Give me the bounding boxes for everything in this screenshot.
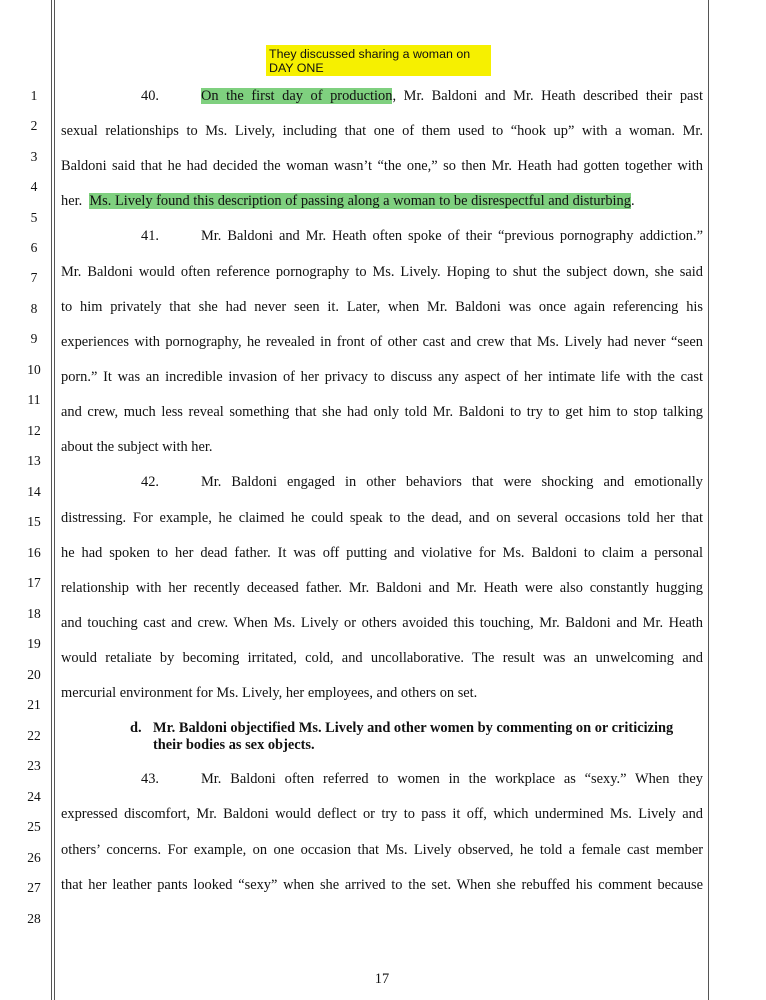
paragraph-43-line-4: that her leather pants looked “sexy” when she arrived to the set. When she rebuffed his comment because xyxy=(61,877,703,893)
text-run: Mr. Baldoni often referred to women in the workplace as “sexy.” When they xyxy=(201,771,703,787)
line-number: 10 xyxy=(27,362,41,377)
line-number: 1 xyxy=(30,88,38,103)
line-number: 13 xyxy=(27,453,41,468)
line-number: 4 xyxy=(30,179,38,194)
paragraph-40-line-4 xyxy=(61,191,703,211)
text-run: Mr. Baldoni and Mr. Heath often spoke of their “previous pornography addiction.” xyxy=(201,228,703,244)
paragraph-41-line-1 xyxy=(61,226,703,246)
paragraph-43-line-2: expressed discomfort, Mr. Baldoni would deflect or try to pass it off, which undermined Ms. Lively and xyxy=(61,806,703,822)
line-number: 5 xyxy=(30,210,38,225)
line-number: 7 xyxy=(30,270,38,285)
margin-rule-left-inner xyxy=(54,0,55,1000)
line-number: 17 xyxy=(27,575,41,590)
paragraph-number: 41. xyxy=(141,228,159,244)
paragraph-43-line-1 xyxy=(61,769,703,789)
paragraph-number: 40. xyxy=(141,88,159,104)
paragraph-number: 42. xyxy=(141,474,159,490)
annotation-line: They discussed sharing a woman on xyxy=(269,47,471,61)
annotation-note xyxy=(266,45,491,76)
line-number: 16 xyxy=(27,545,41,560)
line-number: 6 xyxy=(30,240,38,255)
line-number: 11 xyxy=(27,392,41,407)
line-number: 24 xyxy=(27,789,41,804)
paragraph-40-line-3: Baldoni said that he had decided the woman wasn’t “the one,” so then Mr. Heath had gotten together with xyxy=(61,158,703,174)
margin-rule-right xyxy=(708,0,709,1000)
paragraph-41-line-5: porn.” It was an incredible invasion of her privacy to discuss any aspect of her intimate life with the cast xyxy=(61,369,703,385)
line-number: 26 xyxy=(27,850,41,865)
line-number: 28 xyxy=(27,911,41,926)
text-run: her. xyxy=(61,193,90,209)
line-number: 14 xyxy=(27,484,41,499)
page-number: 17 xyxy=(374,971,390,987)
line-number: 19 xyxy=(27,636,41,651)
paragraph-42-line-4: relationship with her recently deceased father. Mr. Baldoni and Mr. Heath were also constantly hugging xyxy=(61,580,703,596)
line-number: 12 xyxy=(27,423,41,438)
paragraph-40-line-1 xyxy=(61,86,703,106)
line-number: 2 xyxy=(30,118,38,133)
paragraph-43-line-3: others’ concerns. For example, on one occasion that Ms. Lively observed, he told a female cast member xyxy=(61,842,703,858)
paragraph-40-line-2: sexual relationships to Ms. Lively, including that one of them used to “hook up” with a woman. Mr. xyxy=(61,123,703,139)
paragraph-42-line-5: and touching cast and crew. When Ms. Lively or others avoided this touching, Mr. Baldoni and Mr. Heath xyxy=(61,615,703,631)
paragraph-41-line-6: and crew, much less reveal something that she had only told Mr. Baldoni to try to get him to stop talking xyxy=(61,404,703,420)
heading-text: Mr. Baldoni objectified Ms. Lively and other women by commenting on or criticizing their bodies as sex objects. xyxy=(153,720,674,753)
paragraph-42-line-1 xyxy=(61,472,703,492)
highlighted-text: Ms. Lively found this description of passing along a woman to be disrespectful and disturbing xyxy=(89,193,631,209)
highlighted-text: On the first day of production xyxy=(201,88,393,104)
section-heading-d xyxy=(130,720,704,754)
line-number: 18 xyxy=(27,606,41,621)
annotation-line: DAY ONE xyxy=(269,61,324,75)
paragraph-42-line-6: would retaliate by becoming irritated, cold, and uncollaborative. The result was an unwelcoming and xyxy=(61,650,703,666)
line-number: 21 xyxy=(27,697,41,712)
paragraph-42-line-3: he had spoken to her dead father. It was off putting and violative for Ms. Baldoni to claim a personal xyxy=(61,545,703,561)
text-run: Mr. Baldoni engaged in other behaviors that were shocking and emotionally xyxy=(201,474,703,490)
line-number: 20 xyxy=(27,667,41,682)
text-run: . xyxy=(630,193,635,209)
paragraph-42-line-7: mercurial environment for Ms. Lively, her employees, and others on set. xyxy=(61,685,478,701)
line-number: 22 xyxy=(27,728,41,743)
paragraph-41-line-4: experiences with pornography, he revealed in front of other cast and crew that Ms. Lively had never “seen xyxy=(61,334,703,350)
line-number: 15 xyxy=(27,514,41,529)
line-number: 23 xyxy=(27,758,41,773)
line-number: 25 xyxy=(27,819,41,834)
margin-rule-left-outer xyxy=(51,0,52,1000)
paragraph-41-line-2: Mr. Baldoni would often reference pornography to Ms. Lively. Hoping to shut the subject down, she said xyxy=(61,264,703,280)
line-number: 9 xyxy=(30,331,38,346)
text-run: , Mr. Baldoni and Mr. Heath described their past xyxy=(392,88,704,104)
paragraph-number: 43. xyxy=(141,771,159,787)
paragraph-41-line-3: to him privately that she had never seen it. Later, when Mr. Baldoni was once again referencing his xyxy=(61,299,703,315)
line-number: 27 xyxy=(27,880,41,895)
line-number: 8 xyxy=(30,301,38,316)
paragraph-42-line-2: distressing. For example, he claimed he could speak to the dead, and on several occasions told her that xyxy=(61,510,703,526)
heading-letter: d. xyxy=(130,720,142,736)
line-number: 3 xyxy=(30,149,38,164)
paragraph-41-line-7: about the subject with her. xyxy=(61,439,213,455)
